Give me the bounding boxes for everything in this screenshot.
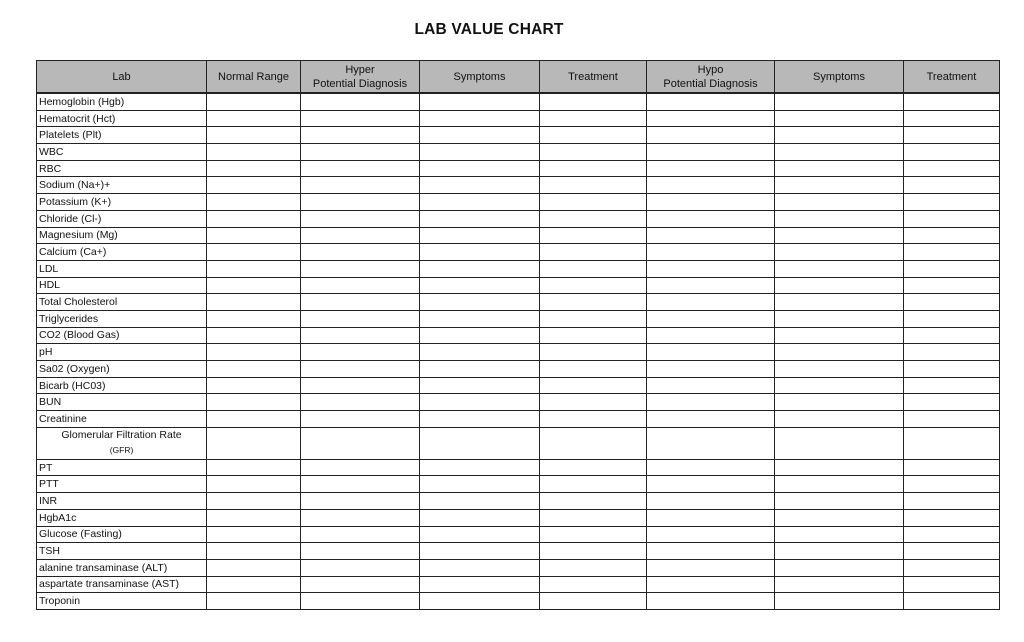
hypo-diagnosis-cell[interactable]: [647, 476, 775, 493]
table-row: [37, 177, 1000, 194]
hyper-diagnosis-cell[interactable]: [301, 277, 420, 294]
hypo-treatment-cell[interactable]: [904, 361, 1000, 378]
lab-name-cell: Hematocrit (Hct): [37, 110, 207, 127]
table-row: [37, 227, 1000, 244]
hyper-diagnosis-cell[interactable]: [301, 427, 420, 459]
hypo-diagnosis-cell[interactable]: [647, 127, 775, 144]
hypo-symptoms-cell[interactable]: [775, 260, 904, 277]
hypo-symptoms-cell[interactable]: [775, 377, 904, 394]
header-treatment-hypo: Treatment: [904, 61, 1000, 94]
hyper-diagnosis-cell[interactable]: [301, 127, 420, 144]
hyper-treatment-cell[interactable]: [540, 459, 647, 476]
hyper-symptoms-cell[interactable]: [420, 361, 540, 378]
hypo-treatment-cell[interactable]: [904, 210, 1000, 227]
hypo-treatment-cell[interactable]: [904, 177, 1000, 194]
hyper-treatment-cell[interactable]: [540, 509, 647, 526]
header-hypo-diagnosis: [647, 61, 775, 94]
hypo-diagnosis-cell[interactable]: [647, 427, 775, 459]
hypo-treatment-cell[interactable]: [904, 344, 1000, 361]
lab-name-cell: Total Cholesterol: [37, 294, 207, 311]
hyper-treatment-cell[interactable]: [540, 260, 647, 277]
hypo-symptoms-cell[interactable]: [775, 277, 904, 294]
table-row: [37, 526, 1000, 543]
hyper-diagnosis-cell[interactable]: [301, 227, 420, 244]
hypo-diagnosis-cell[interactable]: [647, 493, 775, 510]
hypo-treatment-cell[interactable]: [904, 427, 1000, 459]
hyper-symptoms-cell[interactable]: [420, 576, 540, 593]
hyper-treatment-cell[interactable]: [540, 526, 647, 543]
hypo-symptoms-cell[interactable]: [775, 493, 904, 510]
normal-range-cell[interactable]: [207, 244, 301, 261]
hypo-treatment-cell[interactable]: [904, 160, 1000, 177]
normal-range-cell[interactable]: [207, 526, 301, 543]
table-row: [37, 361, 1000, 378]
hyper-symptoms-cell[interactable]: [420, 160, 540, 177]
table-row: [37, 327, 1000, 344]
normal-range-cell[interactable]: [207, 394, 301, 411]
hyper-symptoms-cell[interactable]: [420, 277, 540, 294]
table-row: [37, 543, 1000, 560]
normal-range-cell[interactable]: [207, 459, 301, 476]
hyper-treatment-cell[interactable]: [540, 177, 647, 194]
hypo-symptoms-cell[interactable]: [775, 394, 904, 411]
hyper-treatment-cell[interactable]: [540, 227, 647, 244]
hypo-symptoms-cell[interactable]: [775, 459, 904, 476]
table-row: [37, 476, 1000, 493]
hyper-treatment-cell[interactable]: [540, 576, 647, 593]
header-row: [37, 61, 1000, 94]
hypo-diagnosis-cell[interactable]: [647, 93, 775, 110]
lab-name-cell: [37, 427, 207, 459]
hypo-diagnosis-cell[interactable]: [647, 277, 775, 294]
hypo-treatment-cell[interactable]: [904, 144, 1000, 161]
lab-name-cell: RBC: [37, 160, 207, 177]
hypo-symptoms-cell[interactable]: [775, 144, 904, 161]
hyper-diagnosis-cell[interactable]: [301, 177, 420, 194]
normal-range-cell[interactable]: [207, 194, 301, 211]
hyper-diagnosis-cell[interactable]: [301, 377, 420, 394]
hypo-diagnosis-cell[interactable]: [647, 559, 775, 576]
hyper-symptoms-cell[interactable]: [420, 310, 540, 327]
lab-name-cell: BUN: [37, 394, 207, 411]
table-row: [37, 509, 1000, 526]
lab-name-cell: HDL: [37, 277, 207, 294]
hyper-treatment-cell[interactable]: [540, 593, 647, 610]
normal-range-cell[interactable]: [207, 559, 301, 576]
lab-name-cell: Calcium (Ca+): [37, 244, 207, 261]
hypo-treatment-cell[interactable]: [904, 377, 1000, 394]
hyper-symptoms-cell[interactable]: [420, 559, 540, 576]
hypo-diagnosis-cell[interactable]: [647, 361, 775, 378]
hypo-treatment-cell[interactable]: [904, 294, 1000, 311]
hyper-diagnosis-cell[interactable]: [301, 327, 420, 344]
table-row: [37, 210, 1000, 227]
hyper-symptoms-cell[interactable]: [420, 476, 540, 493]
hyper-diagnosis-cell[interactable]: [301, 411, 420, 428]
normal-range-cell[interactable]: [207, 327, 301, 344]
hyper-symptoms-cell[interactable]: [420, 294, 540, 311]
hyper-treatment-cell[interactable]: [540, 327, 647, 344]
hypo-symptoms-cell[interactable]: [775, 244, 904, 261]
hyper-diagnosis-cell[interactable]: [301, 344, 420, 361]
table-row: [37, 459, 1000, 476]
hyper-diagnosis-cell[interactable]: [301, 210, 420, 227]
hyper-symptoms-cell[interactable]: [420, 411, 540, 428]
header-hyper-diagnosis: [301, 61, 420, 94]
hypo-symptoms-cell[interactable]: [775, 427, 904, 459]
lab-name-cell: HgbA1c: [37, 509, 207, 526]
hyper-diagnosis-cell[interactable]: [301, 110, 420, 127]
hypo-diagnosis-cell[interactable]: [647, 509, 775, 526]
hypo-treatment-cell[interactable]: [904, 194, 1000, 211]
hypo-diagnosis-cell[interactable]: [647, 543, 775, 560]
lab-name-line1: Glomerular Filtration Rate: [61, 429, 182, 442]
hyper-treatment-cell[interactable]: [540, 244, 647, 261]
header-hypo-line1: Hypo: [697, 63, 724, 76]
header-symptoms-hypo: Symptoms: [775, 61, 904, 94]
table-row: [37, 427, 1000, 459]
normal-range-cell[interactable]: [207, 509, 301, 526]
hypo-treatment-cell[interactable]: [904, 459, 1000, 476]
hyper-diagnosis-cell[interactable]: [301, 593, 420, 610]
normal-range-cell[interactable]: [207, 427, 301, 459]
lab-name-cell: Glucose (Fasting): [37, 526, 207, 543]
hyper-treatment-cell[interactable]: [540, 377, 647, 394]
table-row: [37, 493, 1000, 510]
lab-name-cell: CO2 (Blood Gas): [37, 327, 207, 344]
hyper-treatment-cell[interactable]: [540, 427, 647, 459]
hyper-treatment-cell[interactable]: [540, 394, 647, 411]
hypo-symptoms-cell[interactable]: [775, 210, 904, 227]
hyper-symptoms-cell[interactable]: [420, 127, 540, 144]
hypo-diagnosis-cell[interactable]: [647, 394, 775, 411]
hypo-symptoms-cell[interactable]: [775, 294, 904, 311]
hypo-treatment-cell[interactable]: [904, 127, 1000, 144]
hypo-symptoms-cell[interactable]: [775, 476, 904, 493]
hyper-symptoms-cell[interactable]: [420, 394, 540, 411]
hypo-symptoms-cell[interactable]: [775, 543, 904, 560]
hyper-symptoms-cell[interactable]: [420, 260, 540, 277]
hypo-diagnosis-cell[interactable]: [647, 310, 775, 327]
hypo-diagnosis-cell[interactable]: [647, 144, 775, 161]
hyper-diagnosis-cell[interactable]: [301, 394, 420, 411]
hypo-diagnosis-cell[interactable]: [647, 411, 775, 428]
table-row: [37, 110, 1000, 127]
hypo-symptoms-cell[interactable]: [775, 93, 904, 110]
hyper-diagnosis-cell[interactable]: [301, 160, 420, 177]
hyper-treatment-cell[interactable]: [540, 411, 647, 428]
normal-range-cell[interactable]: [207, 593, 301, 610]
normal-range-cell[interactable]: [207, 294, 301, 311]
hypo-diagnosis-cell[interactable]: [647, 244, 775, 261]
hyper-symptoms-cell[interactable]: [420, 194, 540, 211]
hypo-symptoms-cell[interactable]: [775, 194, 904, 211]
hyper-treatment-cell[interactable]: [540, 277, 647, 294]
hypo-diagnosis-cell[interactable]: [647, 260, 775, 277]
hyper-diagnosis-cell[interactable]: [301, 260, 420, 277]
normal-range-cell[interactable]: [207, 110, 301, 127]
hyper-symptoms-cell[interactable]: [420, 327, 540, 344]
hypo-diagnosis-cell[interactable]: [647, 576, 775, 593]
hyper-treatment-cell[interactable]: [540, 210, 647, 227]
hyper-treatment-cell[interactable]: [540, 361, 647, 378]
hypo-treatment-cell[interactable]: [904, 476, 1000, 493]
hyper-treatment-cell[interactable]: [540, 310, 647, 327]
hypo-symptoms-cell[interactable]: [775, 310, 904, 327]
hypo-diagnosis-cell[interactable]: [647, 593, 775, 610]
lab-rows: [37, 93, 1000, 609]
hyper-symptoms-cell[interactable]: [420, 93, 540, 110]
lab-value-table: [36, 60, 1000, 610]
normal-range-cell[interactable]: [207, 227, 301, 244]
hyper-symptoms-cell[interactable]: [420, 177, 540, 194]
table-row: [37, 260, 1000, 277]
hypo-symptoms-cell[interactable]: [775, 110, 904, 127]
hyper-symptoms-cell[interactable]: [420, 526, 540, 543]
hyper-treatment-cell[interactable]: [540, 144, 647, 161]
hyper-treatment-cell[interactable]: [540, 160, 647, 177]
hyper-symptoms-cell[interactable]: [420, 593, 540, 610]
normal-range-cell[interactable]: [207, 177, 301, 194]
table-row: [37, 344, 1000, 361]
normal-range-cell[interactable]: [207, 411, 301, 428]
hypo-symptoms-cell[interactable]: [775, 361, 904, 378]
normal-range-cell[interactable]: [207, 93, 301, 110]
hypo-symptoms-cell[interactable]: [775, 593, 904, 610]
hypo-symptoms-cell[interactable]: [775, 576, 904, 593]
hypo-treatment-cell[interactable]: [904, 227, 1000, 244]
hyper-diagnosis-cell[interactable]: [301, 244, 420, 261]
lab-name-cell: PTT: [37, 476, 207, 493]
table-row: [37, 310, 1000, 327]
hyper-symptoms-cell[interactable]: [420, 344, 540, 361]
normal-range-cell[interactable]: [207, 543, 301, 560]
table-row: [37, 127, 1000, 144]
table-row: [37, 576, 1000, 593]
header-normal-range: Normal Range: [207, 61, 301, 94]
hyper-treatment-cell[interactable]: [540, 543, 647, 560]
hypo-diagnosis-cell[interactable]: [647, 110, 775, 127]
hypo-treatment-cell[interactable]: [904, 411, 1000, 428]
hypo-symptoms-cell[interactable]: [775, 559, 904, 576]
hyper-treatment-cell[interactable]: [540, 194, 647, 211]
hypo-diagnosis-cell[interactable]: [647, 294, 775, 311]
hyper-symptoms-cell[interactable]: [420, 493, 540, 510]
table-row: [37, 593, 1000, 610]
normal-range-cell[interactable]: [207, 493, 301, 510]
hyper-treatment-cell[interactable]: [540, 110, 647, 127]
hypo-diagnosis-cell[interactable]: [647, 194, 775, 211]
lab-name-cell: Bicarb (HC03): [37, 377, 207, 394]
header-hypo-line2: Potential Diagnosis: [663, 77, 758, 90]
normal-range-cell[interactable]: [207, 210, 301, 227]
page-title: LAB VALUE CHART: [414, 21, 564, 38]
lab-name-cell: pH: [37, 344, 207, 361]
hyper-diagnosis-cell[interactable]: [301, 576, 420, 593]
hypo-treatment-cell[interactable]: [904, 277, 1000, 294]
hypo-treatment-cell[interactable]: [904, 593, 1000, 610]
hyper-symptoms-cell[interactable]: [420, 509, 540, 526]
hypo-treatment-cell[interactable]: [904, 110, 1000, 127]
hypo-diagnosis-cell[interactable]: [647, 459, 775, 476]
hypo-symptoms-cell[interactable]: [775, 344, 904, 361]
hyper-diagnosis-cell[interactable]: [301, 543, 420, 560]
hyper-diagnosis-cell[interactable]: [301, 361, 420, 378]
header-symptoms-hyper: Symptoms: [420, 61, 540, 94]
normal-range-cell[interactable]: [207, 127, 301, 144]
normal-range-cell[interactable]: [207, 361, 301, 378]
lab-name-cell: WBC: [37, 144, 207, 161]
table-row: [37, 244, 1000, 261]
hypo-treatment-cell[interactable]: [904, 93, 1000, 110]
normal-range-cell[interactable]: [207, 310, 301, 327]
hypo-diagnosis-cell[interactable]: [647, 526, 775, 543]
table-row: [37, 377, 1000, 394]
hypo-treatment-cell[interactable]: [904, 493, 1000, 510]
hypo-diagnosis-cell[interactable]: [647, 344, 775, 361]
normal-range-cell[interactable]: [207, 260, 301, 277]
normal-range-cell[interactable]: [207, 144, 301, 161]
hypo-symptoms-cell[interactable]: [775, 526, 904, 543]
lab-name-cell: Magnesium (Mg): [37, 227, 207, 244]
hypo-treatment-cell[interactable]: [904, 244, 1000, 261]
hyper-diagnosis-cell[interactable]: [301, 459, 420, 476]
hypo-symptoms-cell[interactable]: [775, 160, 904, 177]
header-hyper-line1: Hyper: [345, 63, 375, 76]
hypo-diagnosis-cell[interactable]: [647, 177, 775, 194]
hyper-diagnosis-cell[interactable]: [301, 493, 420, 510]
hypo-treatment-cell[interactable]: [904, 543, 1000, 560]
hyper-diagnosis-cell[interactable]: [301, 559, 420, 576]
hypo-treatment-cell[interactable]: [904, 394, 1000, 411]
hyper-diagnosis-cell[interactable]: [301, 93, 420, 110]
hypo-treatment-cell[interactable]: [904, 509, 1000, 526]
header-hyper-line2: Potential Diagnosis: [312, 77, 408, 90]
hyper-symptoms-cell[interactable]: [420, 144, 540, 161]
hypo-treatment-cell[interactable]: [904, 260, 1000, 277]
hypo-treatment-cell[interactable]: [904, 576, 1000, 593]
hyper-symptoms-cell[interactable]: [420, 244, 540, 261]
hypo-symptoms-cell[interactable]: [775, 127, 904, 144]
table-row: [37, 294, 1000, 311]
normal-range-cell[interactable]: [207, 476, 301, 493]
hyper-symptoms-cell[interactable]: [420, 427, 540, 459]
lab-name-cell: Creatinine: [37, 411, 207, 428]
hyper-treatment-cell[interactable]: [540, 127, 647, 144]
lab-name-cell: Chloride (Cl-): [37, 210, 207, 227]
hypo-treatment-cell[interactable]: [904, 327, 1000, 344]
header-treatment-hyper: Treatment: [540, 61, 647, 94]
hyper-treatment-cell[interactable]: [540, 559, 647, 576]
lab-name-cell: Sodium (Na+)+: [37, 177, 207, 194]
hyper-treatment-cell[interactable]: [540, 294, 647, 311]
hypo-diagnosis-cell[interactable]: [647, 227, 775, 244]
hypo-treatment-cell[interactable]: [904, 526, 1000, 543]
table-row: [37, 277, 1000, 294]
lab-name-cell: LDL: [37, 260, 207, 277]
table-row: [37, 93, 1000, 110]
hypo-symptoms-cell[interactable]: [775, 327, 904, 344]
normal-range-cell[interactable]: [207, 377, 301, 394]
hypo-symptoms-cell[interactable]: [775, 509, 904, 526]
hyper-symptoms-cell[interactable]: [420, 543, 540, 560]
lab-name-cell: Sa02 (Oxygen): [37, 361, 207, 378]
hyper-symptoms-cell[interactable]: [420, 377, 540, 394]
lab-name-cell: Troponin: [37, 593, 207, 610]
lab-name-cell: Hemoglobin (Hgb): [37, 93, 207, 110]
hyper-diagnosis-cell[interactable]: [301, 509, 420, 526]
hypo-symptoms-cell[interactable]: [775, 227, 904, 244]
lab-name-line2: (GFR): [109, 445, 134, 456]
header-lab: Lab: [37, 61, 207, 94]
hyper-treatment-cell[interactable]: [540, 493, 647, 510]
table-row: [37, 144, 1000, 161]
hyper-treatment-cell[interactable]: [540, 93, 647, 110]
table-row: [37, 559, 1000, 576]
lab-name-cell: INR: [37, 493, 207, 510]
normal-range-cell[interactable]: [207, 277, 301, 294]
hyper-diagnosis-cell[interactable]: [301, 526, 420, 543]
hyper-symptoms-cell[interactable]: [420, 210, 540, 227]
hyper-symptoms-cell[interactable]: [420, 459, 540, 476]
hyper-diagnosis-cell[interactable]: [301, 194, 420, 211]
hyper-treatment-cell[interactable]: [540, 344, 647, 361]
lab-name-cell: PT: [37, 459, 207, 476]
hyper-diagnosis-cell[interactable]: [301, 476, 420, 493]
hyper-treatment-cell[interactable]: [540, 476, 647, 493]
table-row: [37, 394, 1000, 411]
hypo-diagnosis-cell[interactable]: [647, 210, 775, 227]
hyper-diagnosis-cell[interactable]: [301, 144, 420, 161]
hyper-diagnosis-cell[interactable]: [301, 294, 420, 311]
hypo-symptoms-cell[interactable]: [775, 411, 904, 428]
hypo-diagnosis-cell[interactable]: [647, 327, 775, 344]
hypo-treatment-cell[interactable]: [904, 310, 1000, 327]
normal-range-cell[interactable]: [207, 344, 301, 361]
lab-name-cell: Triglycerides: [37, 310, 207, 327]
hypo-symptoms-cell[interactable]: [775, 177, 904, 194]
hypo-treatment-cell[interactable]: [904, 559, 1000, 576]
normal-range-cell[interactable]: [207, 576, 301, 593]
lab-name-cell: TSH: [37, 543, 207, 560]
lab-name-cell: aspartate transaminase (AST): [37, 576, 207, 593]
hyper-diagnosis-cell[interactable]: [301, 310, 420, 327]
lab-name-cell: Potassium (K+): [37, 194, 207, 211]
hyper-symptoms-cell[interactable]: [420, 110, 540, 127]
normal-range-cell[interactable]: [207, 160, 301, 177]
hypo-diagnosis-cell[interactable]: [647, 160, 775, 177]
table-row: [37, 160, 1000, 177]
hypo-diagnosis-cell[interactable]: [647, 377, 775, 394]
table-row: [37, 194, 1000, 211]
lab-name-cell: alanine transaminase (ALT): [37, 559, 207, 576]
hyper-symptoms-cell[interactable]: [420, 227, 540, 244]
lab-name-cell: Platelets (Plt): [37, 127, 207, 144]
table-row: [37, 411, 1000, 428]
